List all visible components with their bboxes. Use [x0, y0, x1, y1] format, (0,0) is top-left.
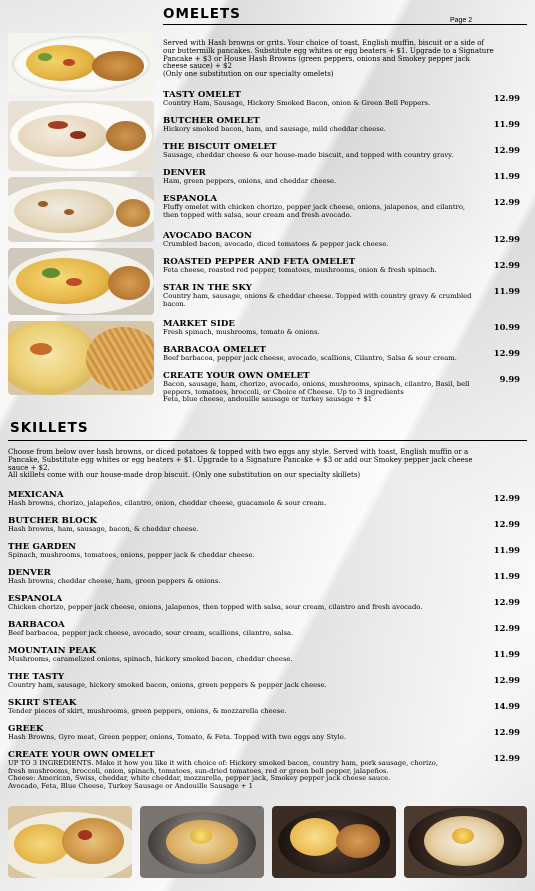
item-desc: Crumbled bacon, avocado, diced tomatoes & pepper jack cheese.: [163, 240, 389, 248]
item-desc: Avocado, Feta, Blue Cheese, Turkey Sausage or Andouille Sausage + 1: [8, 781, 253, 790]
item-desc: Tender pieces of skirt, mushrooms, green peppers, onions, & mozzarella cheese.: [8, 707, 287, 715]
skillet-item-create-your-own: [8, 750, 523, 790]
item-name: DENVER: [8, 568, 51, 578]
item-name: TASTY OMELET: [163, 90, 242, 100]
skillet-photo-3: [272, 806, 396, 878]
item-desc: Hash browns, cheddar cheese, ham, green peppers & onions.: [8, 577, 221, 585]
skillet-item-mexicana: [8, 490, 478, 508]
skillet-item-mountain-peak: [8, 646, 478, 664]
item-price: 11.99: [493, 649, 520, 659]
omelets-heading-rule: [163, 24, 527, 25]
item-name: ESPANOLA: [8, 594, 63, 604]
omelet-item-market-side: [163, 319, 493, 337]
item-name: BUTCHER BLOCK: [8, 516, 98, 526]
item-price: 12.99: [493, 493, 520, 503]
omelet-item-biscuit: [163, 142, 503, 160]
item-desc: Spinach, mushrooms, tomatoes, onions, pepper jack & cheddar cheese.: [8, 551, 255, 559]
item-name: MOUNTAIN PEAK: [8, 646, 97, 656]
item-price: 12.99: [493, 348, 520, 358]
omelet-item-espanola: [163, 194, 503, 219]
item-name: BARBACOA: [8, 620, 65, 630]
item-name: THE GARDEN: [8, 542, 77, 552]
item-desc: Hash browns, chorizo, jalapeños, cilantro, onion, cheddar cheese, guacamole & sour cream.: [8, 499, 327, 507]
skillets-heading-rule: [8, 440, 527, 441]
item-price: 12.99: [493, 727, 520, 737]
item-price: 12.99: [493, 260, 520, 270]
item-desc: UP TO 3 INGREDIENTS. Make it how you like it with choice of: Hickory smoked bacon, country ham, pork sausage, chorizo,: [8, 759, 438, 767]
item-desc: Hickory smoked bacon, ham, and sausage, mild cheddar cheese.: [163, 125, 386, 133]
item-desc: fresh mushrooms, broccoli, onion, spinach, tomatoes, sun-dried tomatoes, red or green bell pepper, jalapeños.: [8, 766, 389, 775]
item-price: 11.99: [493, 286, 520, 296]
item-price: 11.99: [493, 545, 520, 555]
item-price: 14.99: [493, 701, 520, 711]
omelet-item-star-in-the-sky: [163, 283, 503, 308]
item-price: 12.99: [493, 234, 520, 244]
skillets-intro-line: All skillets come with our house-made drop biscuit. (Only one substitution on our specialty skillets): [8, 471, 361, 480]
skillet-photo-2: [140, 806, 264, 878]
item-name: GREEK: [8, 724, 44, 734]
skillets-intro-line: Pancake, Substitute egg whites or egg beaters + $1. Upgrade to a Signature Pancake + $3 or add our Smokey pepper jack cheese: [8, 455, 473, 464]
item-name: THE BISCUIT OMELET: [163, 142, 277, 152]
item-price: 10.99: [493, 322, 520, 332]
item-desc: Country ham, sausage, onions & cheddar cheese. Topped with country gravy & crumbled: [163, 292, 472, 300]
item-name: BARBACOA OMELET: [163, 345, 267, 355]
omelets-intro-line: (Only one substitution on our specialty omelets): [163, 70, 334, 79]
skillet-photo-4: [404, 806, 527, 878]
omelets-intro: [163, 40, 527, 79]
item-price: 12.99: [493, 519, 520, 529]
omelets-intro-line: Served with Hash browns or grits. Your choice of toast, English muffin, biscuit or a side of: [163, 39, 485, 47]
skillets-intro-line: sauce + $2.: [8, 463, 50, 472]
item-desc: Hash Browns, Gyro meat, Green pepper, onions, Tomato, & Feta. Topped with two eggs any Style.: [8, 733, 346, 741]
item-price: 12.99: [493, 597, 520, 607]
omelet-item-roasted-pepper-feta: [163, 257, 493, 275]
skillet-item-barbacoa: [8, 620, 478, 638]
item-price: 12.99: [493, 197, 520, 207]
omelets-heading: OMELETS: [163, 6, 241, 22]
item-desc: Sausage, cheddar cheese & our house-made biscuit, and topped with country gravy.: [163, 151, 454, 159]
item-desc: Mushrooms, caramelized onions, spinach, hickory smoked bacon, cheddar cheese.: [8, 655, 293, 663]
skillet-item-skirt-steak: [8, 698, 478, 716]
item-name: CREATE YOUR OWN OMELET: [8, 750, 155, 760]
skillet-item-espanola: [8, 594, 488, 612]
skillet-item-the-garden: [8, 542, 478, 560]
item-desc: Beef barbacoa, pepper jack cheese, avocado, scallions, Cilantro, Salsa & sour cream.: [163, 354, 457, 362]
item-name: ESPANOLA: [163, 194, 218, 204]
omelet-item-create-your-own: [163, 371, 518, 404]
item-name: THE TASTY: [8, 672, 65, 682]
item-desc: bacon.: [163, 299, 186, 308]
skillets-intro-line: Choose from below over hash browns, or diced potatoes & topped with two eggs any style. Served with toast, English muffin or a: [8, 448, 469, 456]
item-desc: Feta cheese, roasted red pepper, tomatoes, mushrooms, onion & fresh spinach.: [163, 266, 437, 274]
omelet-photo-3: [8, 177, 154, 242]
item-price: 9.99: [499, 374, 520, 384]
skillet-item-the-tasty: [8, 672, 478, 690]
omelets-intro-line: cheese sauce) + $2: [163, 62, 232, 71]
omelet-item-butcher: [163, 116, 493, 134]
page-number: Page 2: [450, 17, 473, 24]
item-price: 12.99: [493, 93, 520, 103]
item-name: ROASTED PEPPER AND FETA OMELET: [163, 257, 356, 267]
item-name: BUTCHER OMELET: [163, 116, 260, 126]
item-desc: Feta, blue cheese, andouille sausage or turkey sausage + $1: [163, 395, 373, 404]
item-name: STAR IN THE SKY: [163, 283, 252, 293]
item-desc: Cheese: American, Swiss, cheddar, white cheddar, mozzarella, pepper jack, Smokey pepper jack cheese sauce.: [8, 774, 391, 783]
omelet-item-barbacoa: [163, 345, 503, 363]
skillet-photo-1: [8, 806, 132, 878]
item-price: 11.99: [493, 571, 520, 581]
skillet-item-greek: [8, 724, 478, 742]
omelet-photo-4: [8, 248, 154, 315]
item-desc: Hash browns, ham, sausage, bacon, & cheddar cheese.: [8, 525, 199, 533]
skillets-intro: [8, 449, 530, 480]
omelets-intro-line: our buttermilk pancakes. Substitute egg whites or egg beaters + $1. Upgrade to a Signature: [163, 46, 494, 55]
omelet-photo-1: [8, 33, 154, 95]
item-desc: peppers, tomatoes, broccoli, or Choice of Cheese. Up to 3 ingredients: [163, 387, 404, 396]
item-desc: Fluffy omelet with chicken chorizo, pepper jack cheese, onions, jalapenos, and cilantro,: [163, 203, 466, 211]
item-name: MARKET SIDE: [163, 319, 236, 329]
item-name: AVOCADO BACON: [163, 231, 252, 241]
omelet-photo-2: [8, 101, 154, 171]
item-desc: Country ham, sausage, hickory smoked bacon, onions, green peppers & pepper jack cheese.: [8, 681, 327, 689]
item-price: 12.99: [493, 753, 520, 763]
omelet-item-avocado-bacon: [163, 231, 493, 249]
item-name: DENVER: [163, 168, 206, 178]
item-price: 11.99: [493, 171, 520, 181]
omelet-photo-5: [8, 321, 154, 395]
item-desc: Country Ham, Sausage, Hickory Smoked Bacon, onion & Green Bell Peppers.: [163, 99, 431, 107]
item-desc: Fresh spinach, mushrooms, tomato & onions.: [163, 328, 320, 336]
skillet-item-butcher-block: [8, 516, 478, 534]
item-name: SKIRT STEAK: [8, 698, 77, 708]
item-price: 12.99: [493, 145, 520, 155]
skillets-heading: SKILLETS: [10, 420, 89, 436]
item-name: CREATE YOUR OWN OMELET: [163, 371, 310, 381]
item-name: MEXICANA: [8, 490, 64, 500]
item-desc: Beef barbacoa, pepper jack cheese, avocado, sour cream, scallions, cilantro, salsa.: [8, 629, 294, 637]
skillet-item-denver: [8, 568, 478, 586]
omelet-item-tasty: [163, 90, 493, 108]
item-price: 12.99: [493, 675, 520, 685]
item-desc: Chicken chorizo, pepper jack cheese, onions, jalapenos, then topped with salsa, sour cream, cilantro and fresh avocado.: [8, 603, 423, 611]
item-price: 11.99: [493, 119, 520, 129]
item-desc: Bacon, sausage, ham, chorizo, avocado, onions, mushrooms, spinach, cilantro, Basil, bell: [163, 380, 470, 388]
item-desc: then topped with salsa, sour cream and fresh avocado.: [163, 210, 352, 219]
item-desc: Ham, green peppers, onions, and cheddar cheese.: [163, 177, 337, 185]
item-price: 12.99: [493, 623, 520, 633]
omelets-intro-line: Pancake + $3 or House Hash Browns (green peppers, onions and Smokey pepper jack: [163, 54, 470, 63]
omelet-item-denver: [163, 168, 493, 186]
